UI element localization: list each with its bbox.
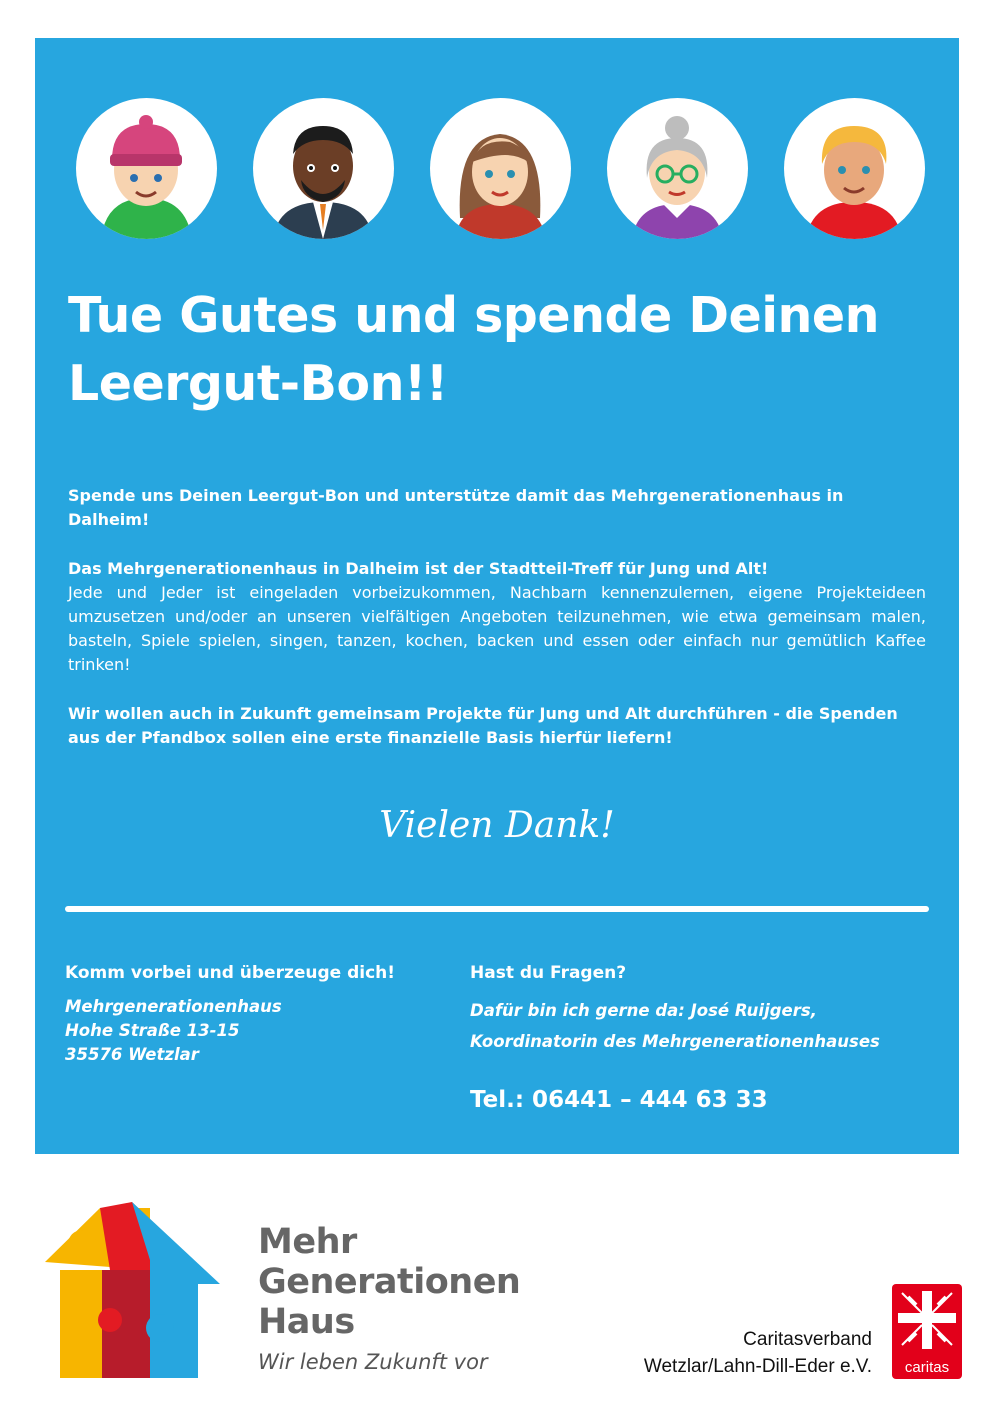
- address-line: Mehrgenerationenhaus: [65, 997, 282, 1016]
- man-avatar-icon: [253, 98, 394, 239]
- mgh-word: Mehr: [258, 1222, 357, 1262]
- caritas-name: [644, 1326, 872, 1380]
- house-puzzle-logo-icon: [40, 1200, 225, 1380]
- description-lead: Das Mehrgenerationenhaus in Dalheim ist der Stadtteil-Treff für Jung und Alt!: [68, 559, 769, 578]
- description-text: Jede und Jeder ist eingeladen vorbeizukommen, Nachbarn kennenzulernen, eigene Projekteideen umzusetzen und/oder an unseren vielfältigen Angeboten teilzunehmen, wie etwa gemeinsam malen, basteln, Spiele spielen, singen, tanzen, kochen, backen und essen oder einfach nur gemütlich Kaffee trinken!: [68, 583, 926, 674]
- woman-avatar-icon: [430, 98, 571, 239]
- address-line: 35576 Wetzlar: [65, 1045, 199, 1064]
- caritas-logo-word: caritas: [904, 1359, 950, 1376]
- thanks-text: Vielen Dank!: [379, 805, 615, 846]
- child-avatar-icon: [76, 98, 217, 239]
- young-man-avatar-icon: [784, 98, 925, 239]
- grandmother-avatar-icon: [607, 98, 748, 239]
- headline: Tue Gutes und spende Deinen Leergut-Bon!!: [68, 287, 880, 412]
- flyer-panel: [35, 38, 959, 1154]
- address-block: [65, 961, 455, 1067]
- caritas-line: Caritasverband: [743, 1329, 872, 1350]
- caritas-cross-logo-icon: [892, 1284, 962, 1379]
- caritas-line: Wetzlar/Lahn-Dill-Eder e.V.: [643, 1356, 872, 1377]
- description-paragraph: [68, 557, 926, 677]
- contact-block: [470, 961, 950, 1136]
- intro-paragraph: Spende uns Deinen Leergut-Bon und unterstütze damit das Mehrgenerationenhaus in Dalheim!: [68, 486, 844, 529]
- contact-line: Dafür bin ich gerne da: José Ruijgers,: [470, 1001, 817, 1020]
- divider: [65, 906, 929, 912]
- address-line: Hohe Straße 13-15: [65, 1021, 240, 1040]
- contact-line: Koordinatorin des Mehrgenerationenhauses: [470, 1032, 880, 1051]
- address-heading: Komm vorbei und überzeuge dich!: [65, 963, 396, 983]
- contact-heading: Hast du Fragen?: [470, 963, 627, 983]
- mgh-tagline: Wir leben Zukunft vor: [258, 1350, 488, 1374]
- mgh-word: Generationen: [258, 1262, 521, 1302]
- mgh-word: Haus: [258, 1302, 355, 1342]
- phone-number: Tel.: 06441 – 444 63 33: [470, 1087, 768, 1113]
- mgh-wordmark: [258, 1222, 520, 1374]
- future-paragraph: Wir wollen auch in Zukunft gemeinsam Projekte für Jung und Alt durchführen - die Spenden aus der Pfandbox sollen eine erste finanzielle Basis hierfür liefern!: [68, 704, 898, 747]
